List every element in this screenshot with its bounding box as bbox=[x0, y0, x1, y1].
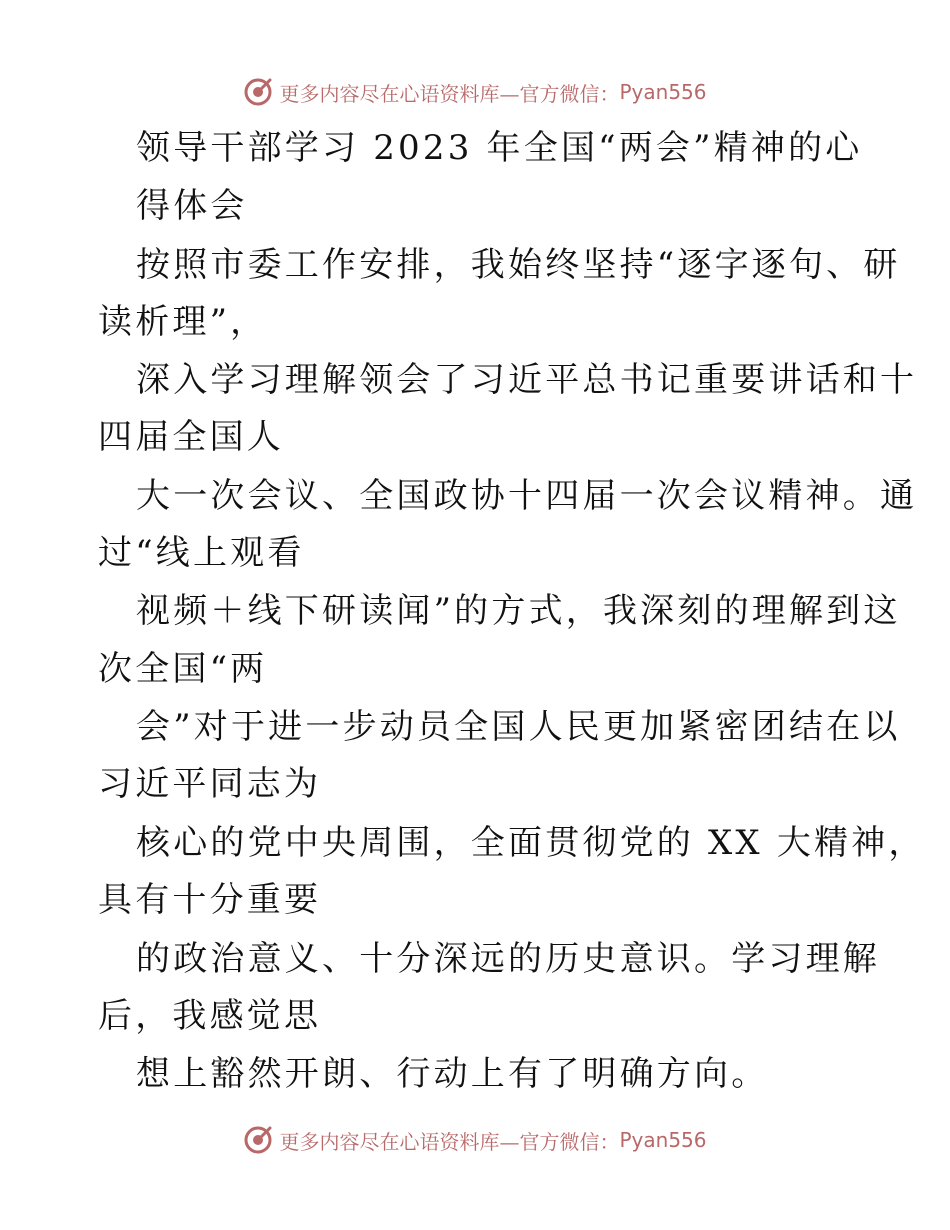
body-line: 视频＋线下研读闻”的方式，我深刻的理解到这 bbox=[136, 591, 901, 631]
body-line: 四届全国人 bbox=[98, 417, 284, 457]
body-line: 后，我感觉思 bbox=[98, 996, 322, 1036]
body-line: 读析理”， bbox=[98, 302, 268, 342]
watermark-contact: Pyan556 bbox=[619, 1128, 707, 1152]
body-line: 过“线上观看 bbox=[98, 533, 305, 573]
pen-logo-icon bbox=[243, 77, 273, 107]
body-line: 核心的党中央周围，全面贯彻党的 XX 大精神， bbox=[136, 823, 926, 863]
watermark-text: 更多内容尽在心语资料库—官方微信： bbox=[279, 81, 620, 106]
pen-logo-icon bbox=[243, 1125, 273, 1155]
document-title-line-1: 领导干部学习 2023 年全国“两会”精神的心 bbox=[136, 128, 863, 168]
body-line: 大一次会议、全国政协十四届一次会议精神。通 bbox=[136, 476, 918, 516]
header-watermark bbox=[0, 72, 950, 112]
watermark-contact: Pyan556 bbox=[619, 80, 707, 104]
body-line: 按照市委工作安排，我始终坚持“逐字逐句、研 bbox=[136, 245, 901, 285]
body-line: 想上豁然开朗、行动上有了明确方向。 bbox=[136, 1054, 769, 1094]
body-line: 的政治意义、十分深远的历史意识。学习理解 bbox=[136, 939, 880, 979]
body-line: 具有十分重要 bbox=[98, 880, 322, 920]
body-line: 会”对于进一步动员全国人民更加紧密团结在以 bbox=[136, 707, 901, 747]
body-line: 深入学习理解领会了习近平总书记重要讲话和十 bbox=[136, 360, 918, 400]
watermark-text: 更多内容尽在心语资料库—官方微信： bbox=[279, 1129, 620, 1154]
document-title-line-2: 得体会 bbox=[136, 186, 248, 226]
body-line: 次全国“两 bbox=[98, 649, 268, 689]
footer-watermark bbox=[0, 1120, 950, 1160]
body-line: 习近平同志为 bbox=[98, 764, 322, 804]
